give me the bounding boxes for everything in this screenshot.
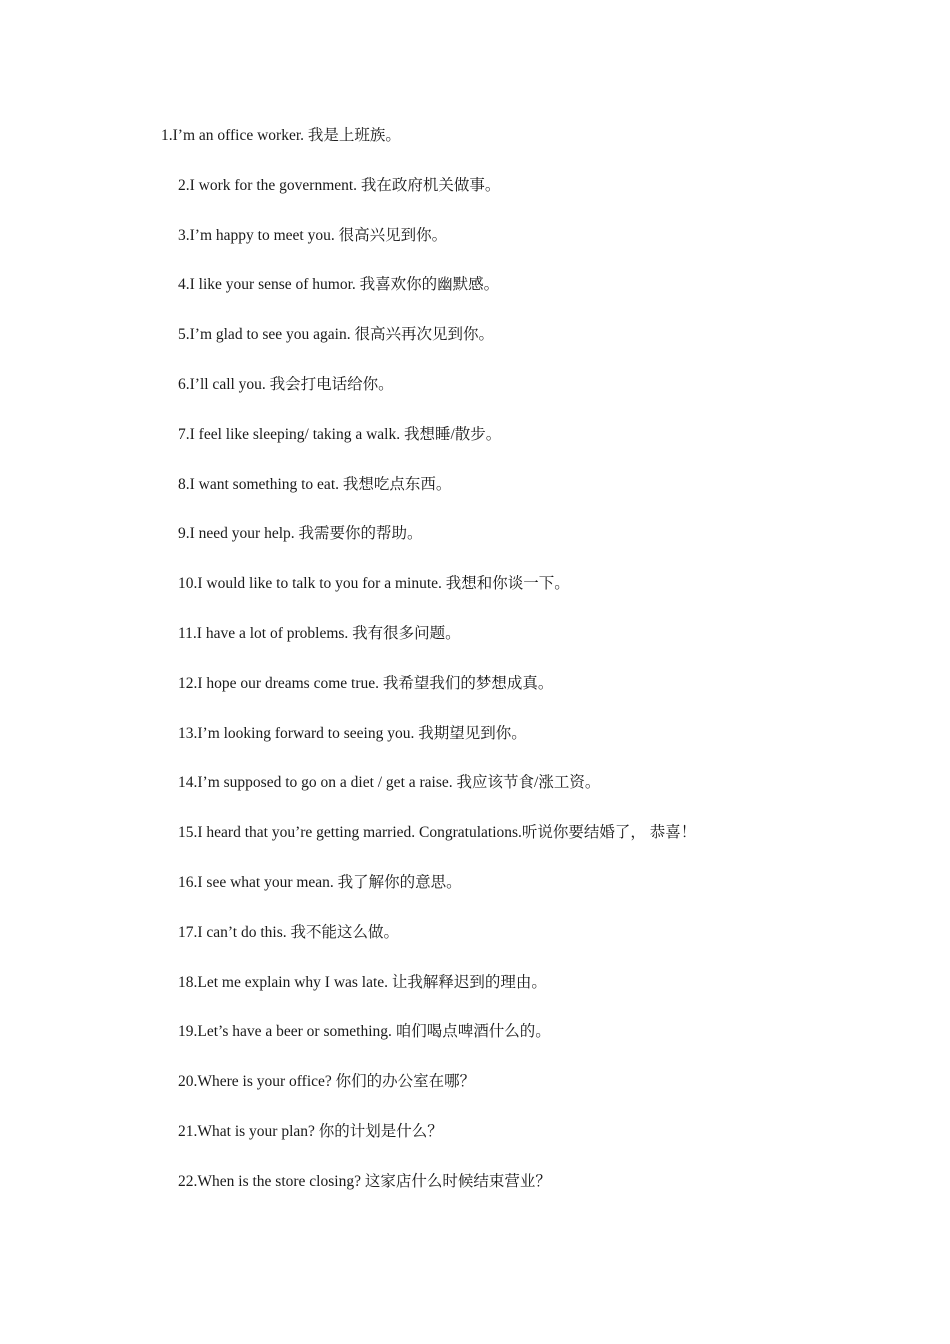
sentence-4: 4.I like your sense of humor. 我喜欢你的幽默感。 [178, 276, 500, 294]
sentence-15: 15.I heard that you’re getting married. Congratulations.听说你要结婚了， 恭喜！ [178, 824, 697, 842]
sentence-16: 16.I see what your mean. 我了解你的意思。 [178, 873, 462, 891]
sentence-9: 9.I need your help. 我需要你的帮助。 [178, 525, 423, 543]
sentence-2: 2.I work for the government. 我在政府机关做事。 [178, 176, 501, 194]
sentence-22: 22.When is the store closing? 这家店什么时候结束营业？ [178, 1172, 551, 1190]
sentence-14: 14.I’m supposed to go on a diet / get a raise. 我应该节食/涨工资。 [178, 774, 601, 792]
sentence-8: 8.I want something to eat. 我想吃点东西。 [178, 475, 452, 493]
sentence-12: 12.I hope our dreams come true. 我希望我们的梦想成真。 [178, 674, 554, 692]
sentence-10: 10.I would like to talk to you for a minute. 我想和你谈一下。 [178, 575, 570, 593]
sentence-18: 18.Let me explain why I was late. 让我解释迟到的理由。 [178, 973, 547, 991]
sentence-13: 13.I’m looking forward to seeing you. 我期望见到你。 [178, 724, 527, 742]
sentence-7: 7.I feel like sleeping/ taking a walk. 我想睡/散步。 [178, 425, 502, 443]
sentence-11: 11.I have a lot of problems. 我有很多问题。 [178, 624, 461, 642]
sentence-19: 19.Let’s have a beer or something. 咱们喝点啤酒什么的。 [178, 1023, 551, 1041]
sentence-17: 17.I can’t do this. 我不能这么做。 [178, 923, 400, 941]
sentence-21: 21.What is your plan? 你的计划是什么？ [178, 1122, 443, 1140]
sentence-20: 20.Where is your office? 你们的办公室在哪？ [178, 1073, 476, 1091]
sentence-3: 3.I’m happy to meet you. 很高兴见到你。 [178, 226, 448, 244]
sentence-5: 5.I’m glad to see you again. 很高兴再次见到你。 [178, 326, 494, 344]
sentence-1: 1.I’m an office worker. 我是上班族。 [161, 127, 401, 144]
sentence-6: 6.I’ll call you. 我会打电话给你。 [178, 375, 394, 393]
sentence-list [0, 124, 950, 1220]
